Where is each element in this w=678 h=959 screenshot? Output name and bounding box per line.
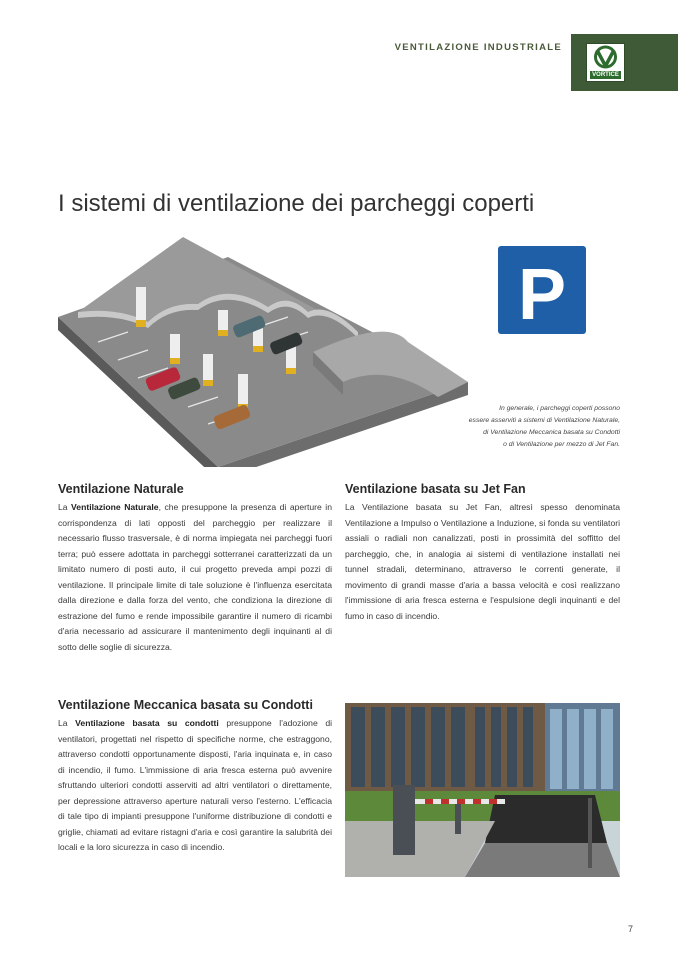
logo-text: VORTICE: [590, 71, 621, 79]
caption-line: di Ventilazione Meccanica basata su Condotti: [483, 429, 620, 436]
parking-sign-letter: P: [517, 255, 567, 335]
section-label: VENTILAZIONE INDUSTRIALE: [394, 42, 562, 53]
figure-caption: [400, 403, 620, 451]
vortice-logo: [586, 43, 625, 82]
parking-entrance-photo: [345, 703, 620, 877]
caption-line: In generale, i parcheggi coperti possono: [499, 405, 620, 412]
heading-ventilazione-jet-fan: Ventilazione basata su Jet Fan: [345, 482, 526, 496]
text-ventilazione-jet-fan: La Ventilazione basata su Jet Fan, altresì spesso denominata Ventilazione a Impulso o Ventilazione a Induzione, si fonda su ventilatori assiali o radiali non canalizzati, posti in prossimità del soffitto del parcheggio, che, in analogia ai sistemi di ventilazione installati nei tunnel stradali, determinano, attraverso le correnti generate, il movimento di grandi masse d'aria a bassa velocità e così realizzano l'immissione di aria fresca esterna e l'espulsione degli inquinanti e del fumo in caso di incendio.: [345, 502, 620, 621]
fan-logo-icon: [587, 44, 624, 71]
heading-ventilazione-condotti: Ventilazione Meccanica basata su Condotti: [58, 698, 313, 712]
caption-line: essere asserviti a sistemi di Ventilazione Naturale,: [468, 417, 620, 424]
caption-line: o di Ventilazione per mezzo di Jet Fan.: [503, 441, 620, 448]
parking-sign: [495, 243, 589, 337]
text-ventilazione-naturale: La Ventilazione Naturale, che presuppone la presenza di aperture in corrispondenza di lati opposti del parcheggio per realizzare il necessario flusso trasversale, è di norma impiegata nei parcheggi fuori terra; può essere adottata in parcheggi sotterranei caratterizzati da un limitato numero di posti auto, il cui progetto preveda ampi pozzi di ventilazione. Il principale limite di tale soluzione è l'influenza esercitata dalla direzione e dalla forza del vento, che condiziona la direzione di estrazione del fumo e rende impossibile garantire il numero di ricambi d'aria necessario ad assicurare il mantenimento degli inquinanti al di sotto delle soglie di sicurezza.: [58, 502, 332, 652]
text-ventilazione-condotti: La Ventilazione basata su condotti presuppone l'adozione di ventilatori, progettati nel rispetto di specifiche norme, che estraggono, attraverso condotti opportunamente disposti, l'aria inquinata e, in caso di incendio, il fumo. L'immissione di aria fresca esterna può avvenire sfruttando ulteriori condotti asserviti ad altri ventilatori o direttamente, per depressione attraverso aperture naturali verso l'esterno. L'efficacia di tale tipo di impianti presuppone l'uniforme distribuzione di condotti e griglie, chiamati ad evitare ristagni d'aria e così garantire la salubrità dei locali e la loro sicurezza in caso di incendio.: [58, 718, 333, 852]
heading-ventilazione-naturale: Ventilazione Naturale: [58, 482, 184, 496]
page-title: I sistemi di ventilazione dei parcheggi coperti: [58, 190, 535, 217]
page-number: 7: [628, 924, 634, 934]
